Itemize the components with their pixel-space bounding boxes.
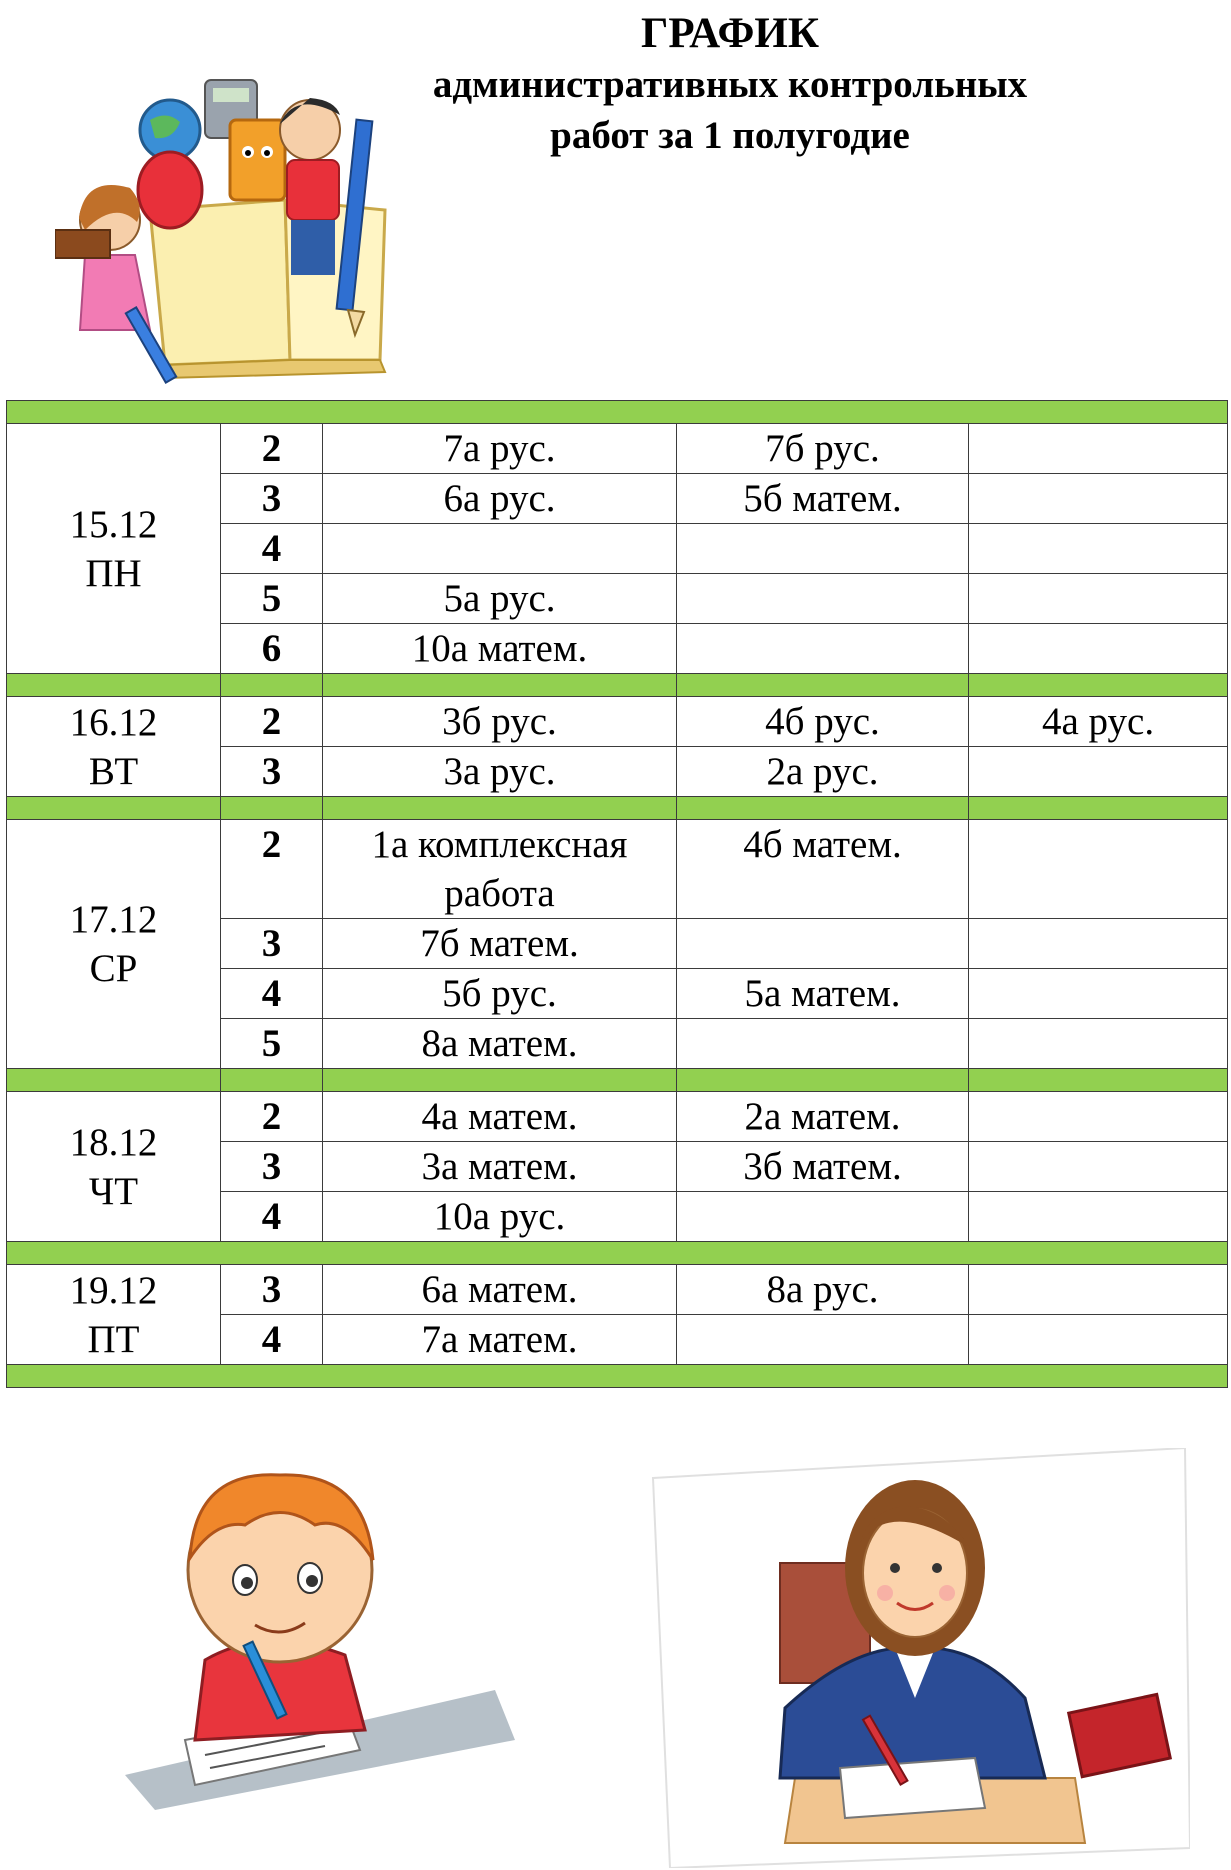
class-subject-cell [323, 524, 677, 574]
class-subject-cell [969, 424, 1228, 474]
class-subject-cell [969, 820, 1228, 919]
class-subject-cell: 3б рус. [323, 697, 677, 747]
teacher-writing-clipart [645, 1448, 1190, 1868]
lesson-number: 2 [221, 820, 323, 919]
class-subject-cell: 10а рус. [323, 1192, 677, 1242]
class-subject-cell [969, 1019, 1228, 1069]
class-subject-cell: 3а рус. [323, 747, 677, 797]
class-subject-cell: 4б рус. [677, 697, 969, 747]
class-subject-cell [677, 524, 969, 574]
class-subject-cell [969, 474, 1228, 524]
lesson-number: 3 [221, 747, 323, 797]
class-subject-cell [969, 1265, 1228, 1315]
class-subject-cell [969, 919, 1228, 969]
title-line-2: административных контрольных [432, 63, 1028, 106]
class-subject-cell: 5а матем. [677, 969, 969, 1019]
lesson-number: 2 [221, 697, 323, 747]
day-cell [7, 1265, 221, 1365]
class-subject-cell [677, 1019, 969, 1069]
class-subject-cell: 2а матем. [677, 1092, 969, 1142]
class-subject-cell: 5б рус. [323, 969, 677, 1019]
class-subject-cell: 10а матем. [323, 624, 677, 674]
lesson-number: 4 [221, 1192, 323, 1242]
separator-row [7, 797, 1228, 820]
day-name: ПТ [87, 1317, 140, 1361]
day-date: 15.12 [69, 502, 158, 546]
boy-writing-clipart [95, 1440, 525, 1810]
class-subject-cell: 3а матем. [323, 1142, 677, 1192]
class-subject-cell: 7б рус. [677, 424, 969, 474]
day-cell [7, 820, 221, 1069]
class-subject-cell [677, 1315, 969, 1365]
class-subject-cell: 8а матем. [323, 1019, 677, 1069]
class-subject-cell [969, 1142, 1228, 1192]
class-subject-cell [969, 1315, 1228, 1365]
school-supplies-clipart [55, 60, 445, 405]
day-cell [7, 424, 221, 674]
class-subject-cell [969, 524, 1228, 574]
class-subject-cell [677, 574, 969, 624]
table-row [7, 1092, 1228, 1142]
title-line-3: работ за 1 полугодие [550, 114, 910, 157]
separator-row [7, 1242, 1228, 1265]
class-subject-cell: 5б матем. [677, 474, 969, 524]
separator-row [7, 1365, 1228, 1388]
day-date: 17.12 [69, 898, 158, 941]
separator-row [7, 674, 1228, 697]
class-subject-cell: 4а матем. [323, 1092, 677, 1142]
lesson-number: 3 [221, 919, 323, 969]
day-name: ПН [85, 551, 142, 595]
class-subject-cell [969, 969, 1228, 1019]
lesson-number: 5 [221, 1019, 323, 1069]
class-subject-cell: 4б матем. [677, 820, 969, 919]
schedule-table [6, 400, 1228, 1388]
class-subject-cell [969, 624, 1228, 674]
document-title [360, 8, 1100, 161]
day-name: ЧТ [88, 1169, 139, 1213]
class-subject-cell: 4а рус. [969, 697, 1228, 747]
lesson-number: 6 [221, 624, 323, 674]
table-row [7, 697, 1228, 747]
lesson-number: 2 [221, 1092, 323, 1142]
day-name: ВТ [88, 749, 139, 793]
day-date: 16.12 [69, 700, 158, 744]
day-name: СР [89, 947, 138, 990]
class-subject-cell: 7а рус. [323, 424, 677, 474]
lesson-number: 4 [221, 1315, 323, 1365]
lesson-number: 3 [221, 474, 323, 524]
class-subject-cell [677, 624, 969, 674]
lesson-number: 2 [221, 424, 323, 474]
class-subject-cell [969, 747, 1228, 797]
lesson-number: 5 [221, 574, 323, 624]
class-subject-cell: 7б матем. [323, 919, 677, 969]
separator-row [7, 1069, 1228, 1092]
title-line-1: ГРАФИК [640, 10, 820, 57]
table-row [7, 1265, 1228, 1315]
day-date: 19.12 [69, 1268, 158, 1312]
class-subject-cell [969, 1192, 1228, 1242]
class-subject-cell: 6а матем. [323, 1265, 677, 1315]
class-subject-cell [969, 1092, 1228, 1142]
table-row [7, 820, 1228, 919]
table-row [7, 424, 1228, 474]
class-subject-cell: 3б матем. [677, 1142, 969, 1192]
separator-row [7, 401, 1228, 424]
class-subject-cell [677, 919, 969, 969]
class-subject-cell: 1а комплексная работа [323, 820, 677, 919]
class-subject-cell: 2а рус. [677, 747, 969, 797]
lesson-number: 3 [221, 1265, 323, 1315]
lesson-number: 4 [221, 969, 323, 1019]
class-subject-cell [677, 1192, 969, 1242]
day-date: 18.12 [69, 1120, 158, 1164]
class-subject-cell: 6а рус. [323, 474, 677, 524]
day-cell [7, 1092, 221, 1242]
class-subject-cell: 8а рус. [677, 1265, 969, 1315]
class-subject-cell [969, 574, 1228, 624]
lesson-number: 4 [221, 524, 323, 574]
lesson-number: 3 [221, 1142, 323, 1192]
class-subject-cell: 5а рус. [323, 574, 677, 624]
day-cell [7, 697, 221, 797]
class-subject-cell: 7а матем. [323, 1315, 677, 1365]
